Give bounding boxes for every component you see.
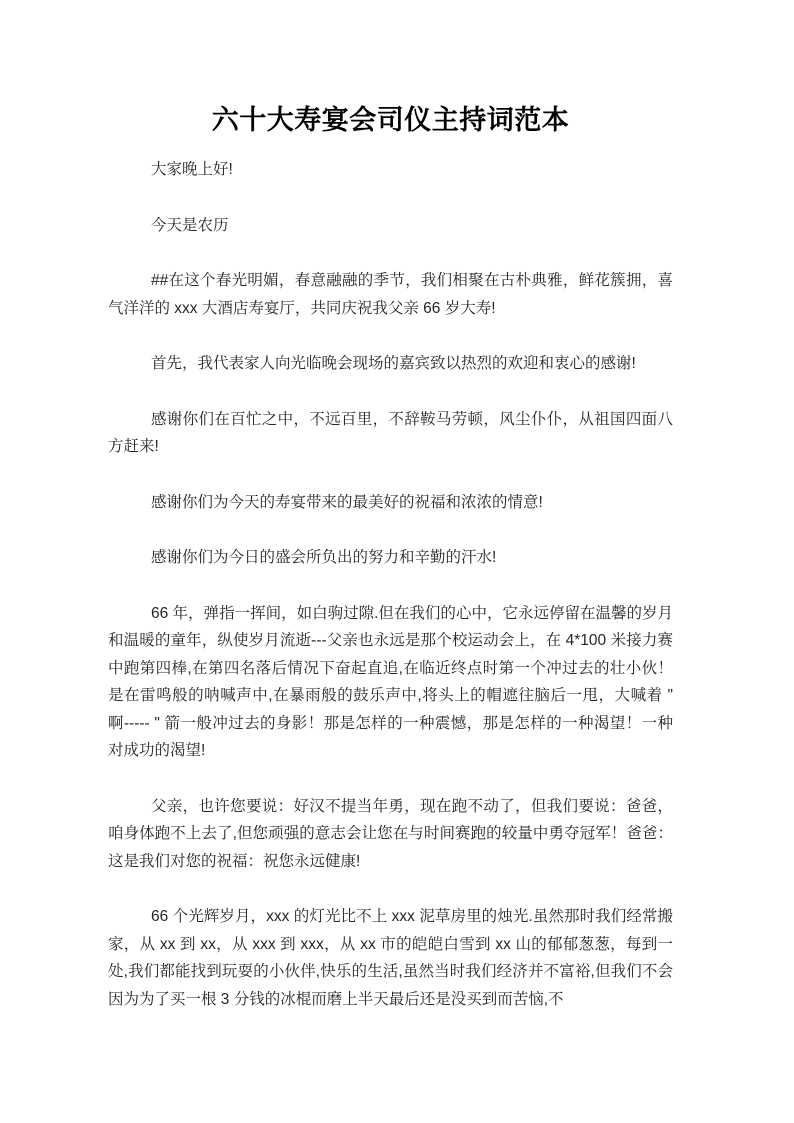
paragraph: 感谢你们为今天的寿宴带来的最美好的祝福和浓浓的情意! [151,493,543,511]
paragraph: ##在这个春光明媚，春意融融的季节，我们相聚在古朴典雅，鲜花簇拥，喜气洋洋的 xxx 大酒店寿宴厅，共同庆祝我父亲 66 岁大寿! [108,272,673,317]
paragraph: 大家晚上好! [151,161,233,178]
paragraph: 感谢你们为今日的盛会所负出的努力和辛勤的汗水! [151,549,497,566]
paragraph: 首先，我代表家人向光临晚会现场的嘉宾致以热烈的欢迎和衷心的感谢! [151,355,636,372]
paragraph: 66 年，弹指一挥间，如白驹过隙.但在我们的心中，它永远停留在温馨的岁月和温暖的童年，纵使岁月流逝---父亲也永远是那个校运动会上，在 4*100 米接力赛中跑第四棒,在第四名落后情况下奋起直追,在临近终点时第一个冲过去的壮小伙！是在雷鸣般的呐喊声中,在暴雨般的鼓乐声中,将头上的帽遮往脑后一甩，大喊着 " 啊----- " 箭一般冲过去的身影！那是怎样的一种震憾，那是怎样的一种渴望！一种对成功的渴望! [108,604,673,759]
paragraph: 感谢你们在百忙之中，不远百里，不辞鞍马劳顿，风尘仆仆，从祖国四面八方赶来! [108,410,673,455]
document-title: 六十大寿宴会司仪主持词范本 [211,105,570,135]
paragraph: 66 个光辉岁月，xxx 的灯光比不上 xxx 泥草房里的烛光.虽然那时我们经常搬家，从 xx 到 xx，从 xxx 到 xxx，从 xx 市的皑皑白雪到 xx 山的郁郁葱葱，每到一处,我们都能找到玩耍的小伙伴,快乐的生活,虽然当时我们经济并不富裕,但我们不会因为为了买一根 3 分钱的冰棍而磨上半天最后还是没买到而苦恼,不 [108,908,673,1008]
paragraph: 今天是农历 [151,216,229,234]
paragraph: 父亲，也许您要说：好汉不提当年勇，现在跑不动了，但我们要说：爸爸，咱身体跑不上去了,但您顽强的意志会让您在与时间赛跑的较量中勇夺冠军！爸爸：这是我们对您的祝福：祝您永远健康! [108,797,673,870]
document-body [108,156,673,1013]
